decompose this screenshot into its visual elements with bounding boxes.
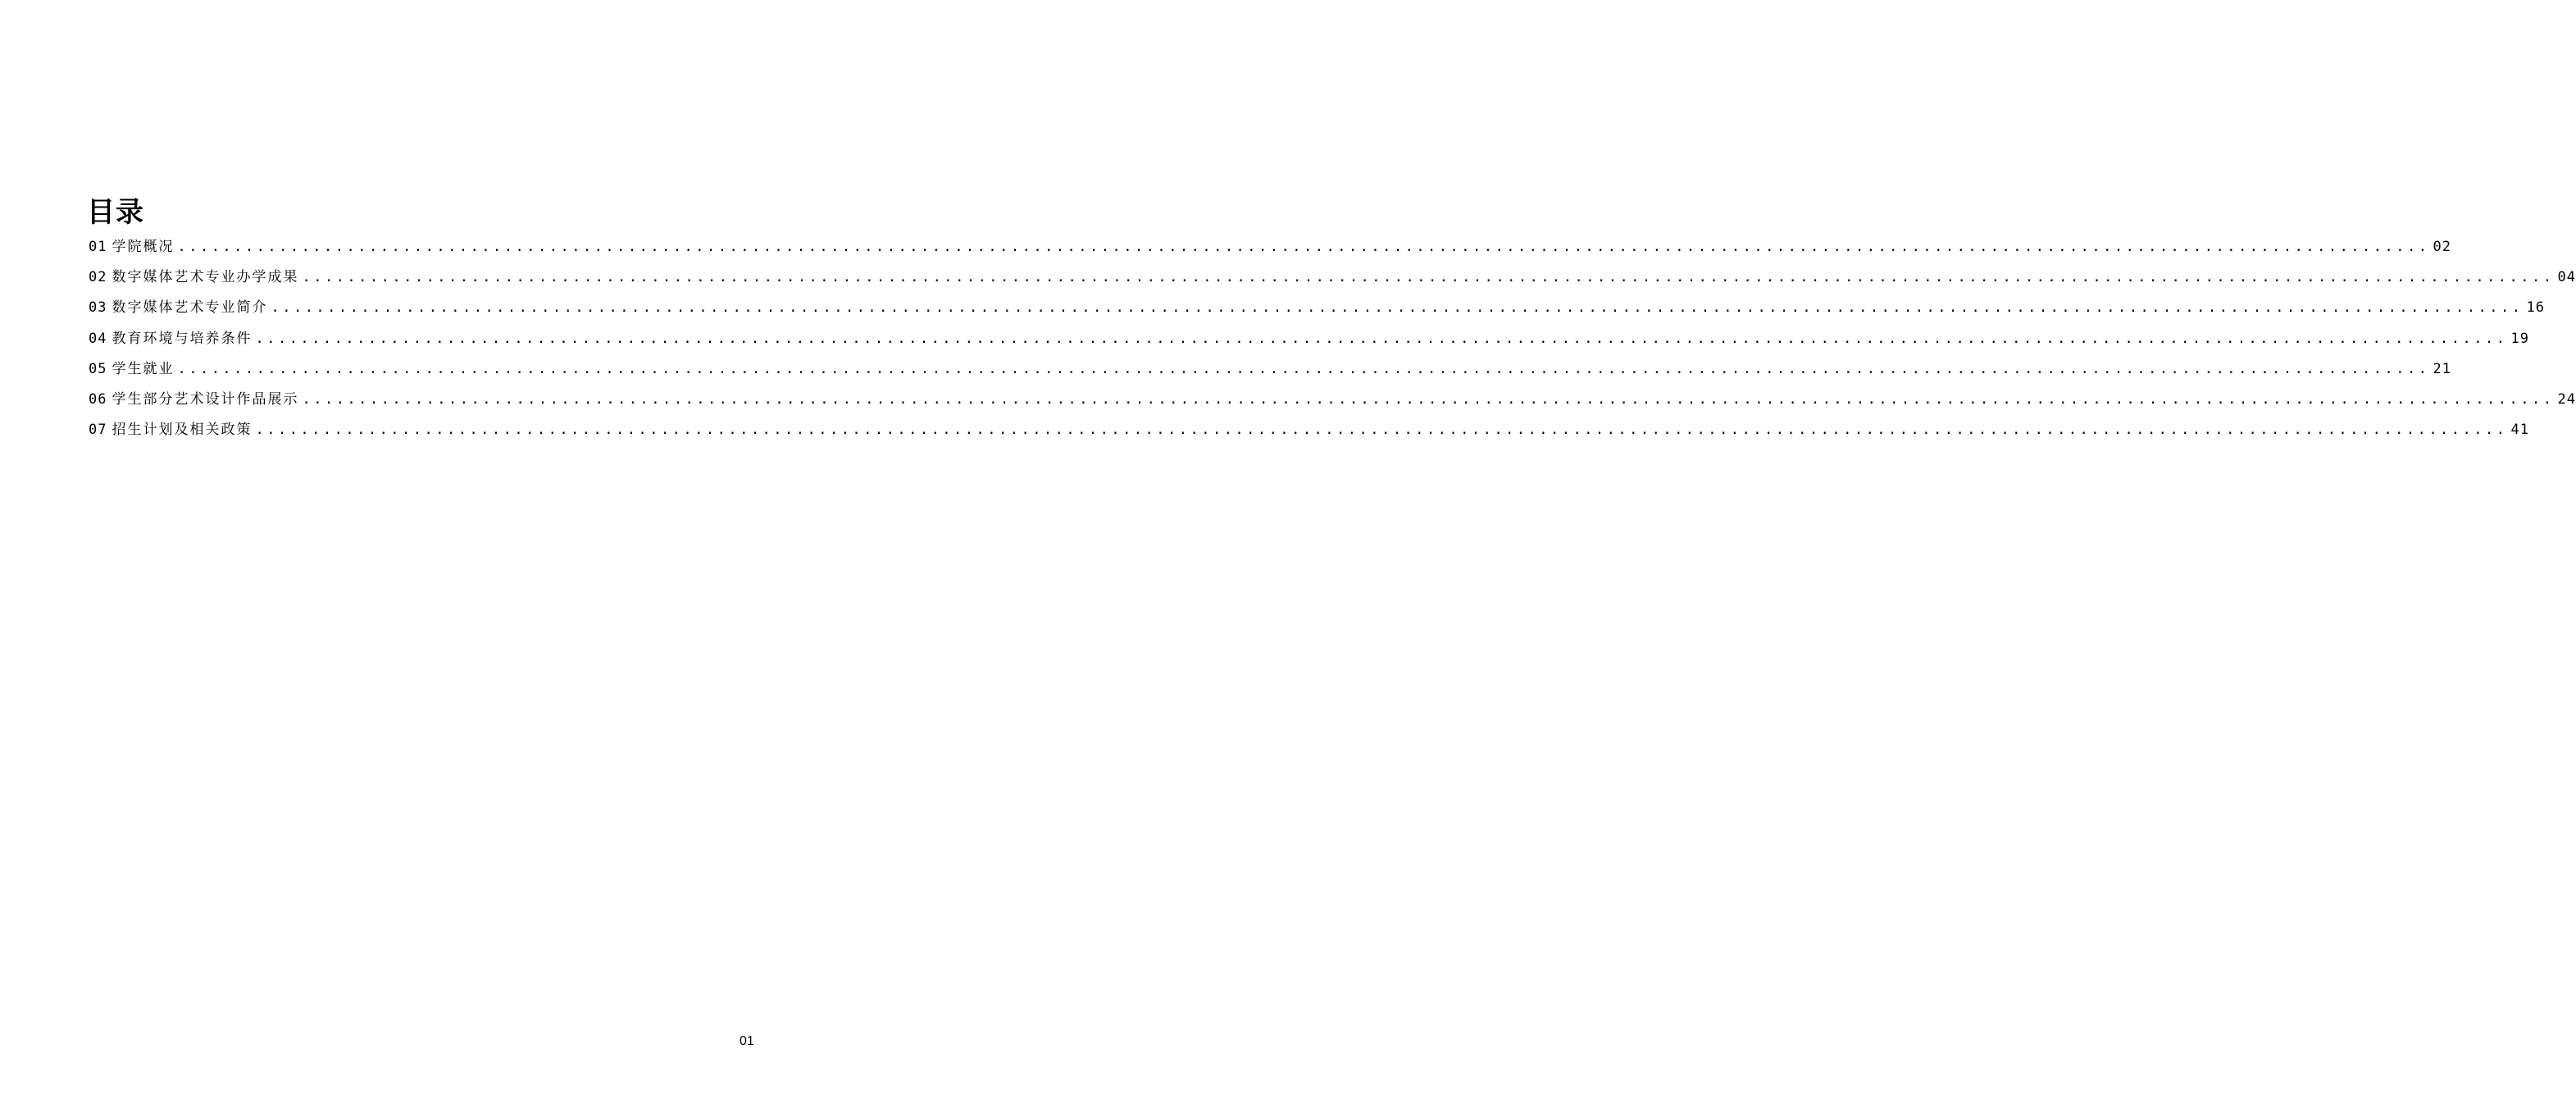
toc-leader-dots: ........................................................................................................................................................................................................	[177, 239, 2430, 255]
toc-entry-label: 学生就业	[112, 360, 175, 377]
toc-entry[interactable]	[89, 324, 2529, 354]
toc-leader-dots: ........................................................................................................................................................................................................	[302, 269, 2555, 286]
toc-entry[interactable]	[89, 293, 2545, 323]
page-number: 01	[740, 1034, 754, 1048]
toc-entry-page: 24	[2557, 390, 2576, 408]
toc-entry-page: 41	[2510, 422, 2529, 439]
toc-entry-number: 03	[89, 299, 107, 317]
toc-entry[interactable]	[89, 262, 2576, 293]
toc-entry-label: 学院概况	[112, 239, 175, 255]
toc-entry-page: 02	[2433, 239, 2451, 255]
toc-leader-dots: ........................................................................................................................................................................................................	[302, 390, 2555, 408]
toc-leader-dots: ........................................................................................................................................................................................................	[255, 422, 2508, 439]
page-title: 目录	[87, 195, 144, 229]
toc-entry-label: 数字媒体艺术专业办学成果	[112, 269, 299, 286]
toc-entry-page: 04	[2557, 269, 2576, 286]
toc-entry-number: 02	[89, 269, 107, 286]
toc-entry-number: 01	[89, 239, 107, 255]
toc-entry-page: 16	[2526, 299, 2545, 317]
toc-leader-dots: ........................................................................................................................................................................................................	[255, 330, 2508, 347]
toc-leader-dots: ........................................................................................................................................................................................................	[271, 299, 2524, 317]
toc-entry-number: 07	[89, 422, 107, 439]
toc-entry-page: 21	[2433, 360, 2451, 377]
toc-entry-number: 06	[89, 390, 107, 408]
toc-entry-number: 05	[89, 360, 107, 377]
toc-entry[interactable]	[89, 415, 2529, 445]
toc-entry-label: 招生计划及相关政策	[112, 422, 253, 439]
toc-entry[interactable]	[89, 232, 2451, 262]
toc-entry-label: 数字媒体艺术专业简介	[112, 299, 268, 317]
toc-entry[interactable]	[89, 385, 2576, 415]
toc-leader-dots: ........................................................................................................................................................................................................	[177, 360, 2430, 377]
table-of-contents	[89, 232, 2576, 445]
toc-entry[interactable]	[89, 354, 2451, 385]
toc-entry-number: 04	[89, 330, 107, 347]
toc-entry-label: 学生部分艺术设计作品展示	[112, 390, 299, 408]
toc-entry-page: 19	[2510, 330, 2529, 347]
toc-entry-label: 教育环境与培养条件	[112, 330, 253, 347]
